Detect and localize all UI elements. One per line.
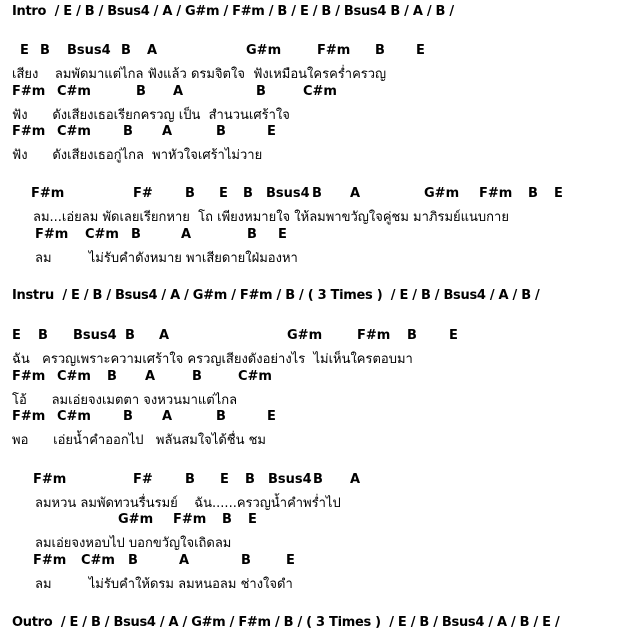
chord-symbol: F#m	[173, 512, 207, 527]
chord-symbol: B	[40, 43, 50, 58]
chord-row	[0, 227, 620, 243]
chord-symbol: Bsus4	[266, 186, 310, 201]
chord-symbol: E	[248, 512, 257, 527]
chord-symbol: E	[449, 328, 458, 343]
chord-symbol: C#m	[57, 409, 91, 424]
instru-line: Instru / E / B / Bsus4 / A / G#m / F#m / B / ( 3 Times ) / E / B / Bsus4 / A / B /	[12, 288, 540, 303]
chord-symbol: A	[179, 553, 190, 568]
chord-symbol: C#m	[303, 84, 337, 99]
chord-symbol: B	[216, 409, 226, 424]
chord-symbol: F#	[133, 472, 153, 487]
chord-symbol: B	[192, 369, 202, 384]
chord-symbol: Bsus4	[73, 328, 117, 343]
chord-row	[0, 512, 620, 528]
chord-symbol: C#m	[238, 369, 272, 384]
chord-symbol: B	[121, 43, 131, 58]
chord-symbol: E	[20, 43, 29, 58]
lyric-line: ลมเอ่ยจงหอบไป บอกขวัญใจเถิดลม	[35, 536, 232, 551]
chord-symbol: B	[222, 512, 232, 527]
chord-symbol: B	[128, 553, 138, 568]
lyric-line: ฟัง ดังเสียงเธอกู่ไกล พาหัวใจเศร้าไม่วาย	[12, 148, 263, 163]
lyric-line: ฉัน ครวญเพราะความเศร้าใจ ครวญเสียงดังอย่างไร ไม่เห็นใครตอบมา	[12, 352, 413, 367]
chord-symbol: B	[123, 124, 133, 139]
chord-symbol: E	[12, 328, 21, 343]
chord-symbol: B	[241, 553, 251, 568]
chord-symbol: F#m	[12, 369, 46, 384]
chord-symbol: C#m	[57, 84, 91, 99]
chord-symbol: F#m	[357, 328, 391, 343]
chord-row	[0, 186, 620, 202]
chord-row	[0, 553, 620, 569]
chord-symbol: B	[243, 186, 253, 201]
chord-row	[0, 328, 620, 344]
lyric-line: ฟัง ดังเสียงเธอเรียกครวญ เป็น สำนวนเศร้าใจ	[12, 108, 290, 123]
chord-symbol: E	[220, 472, 229, 487]
chord-symbol: B	[256, 84, 266, 99]
chord-symbol: B	[125, 328, 135, 343]
chord-row	[0, 369, 620, 385]
chord-symbol: B	[407, 328, 417, 343]
chord-symbol: B	[185, 186, 195, 201]
chord-symbol: Bsus4	[268, 472, 312, 487]
chord-symbol: F#m	[479, 186, 513, 201]
chord-symbol: G#m	[118, 512, 154, 527]
chord-symbol: A	[350, 186, 361, 201]
chord-symbol: E	[267, 409, 276, 424]
chord-symbol: C#m	[57, 124, 91, 139]
chord-symbol: F#m	[33, 553, 67, 568]
chord-symbol: F#m	[12, 84, 46, 99]
chord-symbol: B	[245, 472, 255, 487]
chord-row	[0, 472, 620, 488]
chord-symbol: B	[123, 409, 133, 424]
chord-row	[0, 124, 620, 140]
chord-symbol: B	[312, 186, 322, 201]
chord-symbol: B	[247, 227, 257, 242]
chord-symbol: A	[147, 43, 158, 58]
chord-symbol: E	[219, 186, 228, 201]
chord-symbol: F#m	[33, 472, 67, 487]
intro-line: Intro / E / B / Bsus4 / A / G#m / F#m / B / E / B / Bsus4 B / A / B /	[12, 4, 454, 19]
lyric-line: ลม ไม่รับคำดังหมาย พาเสียดายใฝ่มองหา	[35, 251, 298, 266]
lyric-line: โอ้ ลมเอ่ยจงเมตตา จงหวนมาแต่ไกล	[12, 393, 238, 408]
chord-symbol: B	[185, 472, 195, 487]
chord-symbol: B	[136, 84, 146, 99]
chord-symbol: B	[313, 472, 323, 487]
chord-symbol: G#m	[424, 186, 460, 201]
chord-symbol: A	[173, 84, 184, 99]
chord-symbol: F#m	[31, 186, 65, 201]
chord-symbol: B	[131, 227, 141, 242]
chord-symbol: A	[350, 472, 361, 487]
chord-symbol: F#m	[12, 124, 46, 139]
chord-symbol: F#m	[12, 409, 46, 424]
lyric-line: ลม...เอ่ยลม พัดเลยเรียกหาย โถ เพียงหมายใจ ให้ลมพาขวัญใจคู่ชม มาภิรมย์แนบกาย	[33, 210, 509, 225]
chord-symbol: E	[278, 227, 287, 242]
chord-symbol: A	[181, 227, 192, 242]
chord-symbol: F#	[133, 186, 153, 201]
lyric-line: ลมหวน ลมพัดทวนรื่นรมย์ ฉัน......ครวญน้ำคำพร่ำไป	[35, 496, 341, 511]
chord-symbol: A	[159, 328, 170, 343]
chord-row	[0, 84, 620, 100]
outro-line: Outro / E / B / Bsus4 / A / G#m / F#m / B / ( 3 Times ) / E / B / Bsus4 / A / B / E /	[12, 615, 560, 630]
chord-symbol: F#m	[35, 227, 69, 242]
chord-symbol: A	[162, 124, 173, 139]
chord-symbol: G#m	[287, 328, 323, 343]
chord-symbol: B	[375, 43, 385, 58]
chord-symbol: C#m	[57, 369, 91, 384]
chord-symbol: C#m	[85, 227, 119, 242]
chord-symbol: Bsus4	[67, 43, 111, 58]
chord-symbol: C#m	[81, 553, 115, 568]
chord-symbol: A	[162, 409, 173, 424]
chord-symbol: E	[286, 553, 295, 568]
chord-symbol: B	[38, 328, 48, 343]
chord-symbol: E	[416, 43, 425, 58]
chord-symbol: E	[267, 124, 276, 139]
chord-row	[0, 43, 620, 59]
chord-symbol: F#m	[317, 43, 351, 58]
chord-symbol: A	[145, 369, 156, 384]
chord-symbol: B	[528, 186, 538, 201]
chord-symbol: B	[107, 369, 117, 384]
chord-row	[0, 409, 620, 425]
chord-symbol: E	[554, 186, 563, 201]
chord-symbol: G#m	[246, 43, 282, 58]
lyric-line: เสียง ลมพัดมาแต่ไกล ฟังแล้ว ดรมจิตใจ ฟังเหมือนใครคร่ำครวญ	[12, 67, 387, 82]
lyric-line: ลม ไม่รับคำให้ดรม ลมหนอลม ช่างใจดำ	[35, 577, 293, 592]
chord-symbol: B	[216, 124, 226, 139]
lyric-line: พอ เอ่ยน้ำคำออกไป พลันสมใจได้ชื่น ชม	[12, 433, 267, 448]
